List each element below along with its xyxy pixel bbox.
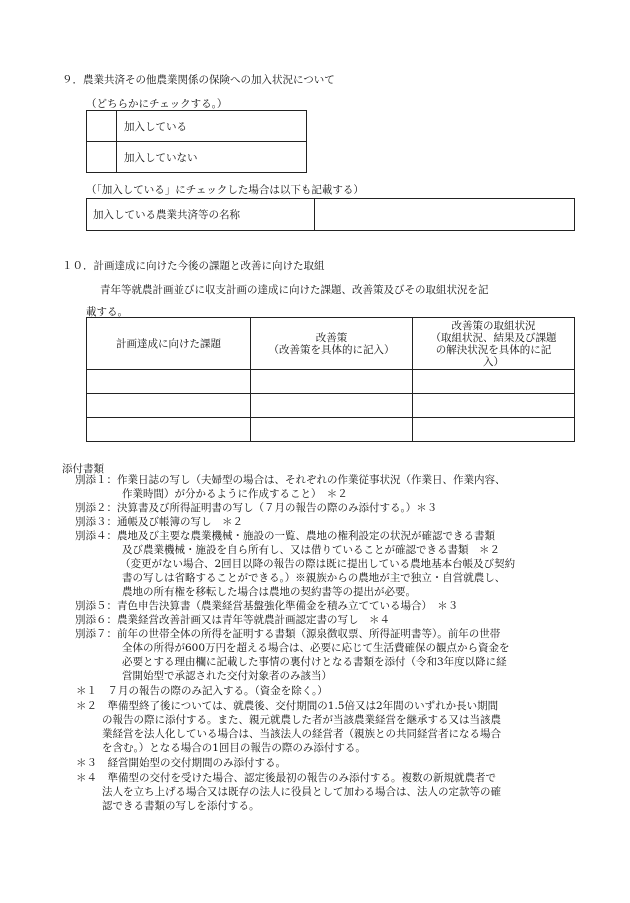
header-issues: 計画達成に向けた課題 — [87, 318, 251, 370]
attachment-line: 全体の所得が600万円を超える場合は、必要に応じて生活費確保の観点から資金を — [122, 642, 510, 654]
checkbox-not-enrolled[interactable] — [87, 142, 117, 173]
attachment-line: 別添２：決算書及び所得証明書の写し（７月の報告の際のみ添付する。）＊３ — [75, 502, 438, 514]
issue-cell[interactable] — [87, 394, 251, 418]
issue-cell[interactable] — [87, 370, 251, 394]
insurance-name-field[interactable] — [315, 199, 575, 231]
insurance-check-table — [86, 110, 307, 173]
table-row — [87, 370, 575, 394]
improvement-cell[interactable] — [251, 394, 413, 418]
table-row — [87, 394, 575, 418]
section10-intro-line1: 青年等就農計画並びに収支計画の達成に向けた課題、改善策及びその取組状況を記 — [100, 284, 489, 296]
attachment-line: 別添７：前年の世帯全体の所得を証明する書類（源泉徴収票、所得証明書等）。前年の世帯 — [75, 628, 501, 640]
footnote-line: 業経営を法人化している場合は、当該法人の経営者（親族との共同経営者になる場合 — [102, 728, 501, 740]
progress-cell[interactable] — [413, 418, 575, 442]
issues-table — [86, 317, 575, 442]
attachment-line: 別添４：農地及び主要な農業機械・施設の一覧、農地の権利設定の状況が確認できる書類 — [75, 530, 495, 542]
section9-heading: ９．農業共済その他農業関係の保険への加入状況について — [62, 74, 335, 86]
attachment-line: 作業時間）が分かるように作成すること） ＊２ — [122, 488, 348, 500]
followup-note: （「加入している」にチェックした場合は以下も記載する） — [86, 184, 364, 196]
attachment-line: 別添６：農業経営改善計画又は青年等就農計画認定書の写し ＊４ — [75, 614, 390, 626]
issues-table-header — [87, 318, 575, 370]
improvement-cell[interactable] — [251, 418, 413, 442]
attachment-line: 営開始型で承認された交付対象者のみ該当） — [122, 670, 332, 682]
footnote-line: を含む。）となる場合の1回目の報告の際のみ添付する。 — [102, 742, 366, 754]
table-row — [87, 418, 575, 442]
attachment-line: 別添１：作業日誌の写し（夫婦型の場合は、それぞれの作業従事状況（作業日、作業内容、 — [75, 474, 506, 486]
issue-cell[interactable] — [87, 418, 251, 442]
footnote-line: ＊２ 準備型終了後については、就農後、交付期間の1.5倍又は2年間のいずれか長い期間 — [76, 700, 499, 712]
attachment-line: 別添３：通帳及び帳簿の写し ＊２ — [75, 516, 243, 528]
check-instruction: （どちらかにチェックする。） — [86, 98, 228, 110]
attachment-line: （変更がない場合、2回目以降の報告の際は既に提出している農地基本台帳及び契約 — [120, 558, 516, 570]
attachment-line: 及び農業機械・施設を自ら所有し、又は借りていることが確認できる書類 ＊２ — [122, 544, 500, 556]
insurance-name-label: 加入している農業共済等の名称 — [87, 199, 315, 231]
section10-heading: １０．計画達成に向けた今後の課題と改善に向けた取組 — [62, 260, 325, 272]
header-improvements: 改善策 （改善策を具体的に記入） — [251, 318, 413, 370]
attachment-line: 農地の所有権を移転した場合は農地の契約書等の提出が必要。 — [122, 586, 416, 598]
option-enrolled: 加入している — [117, 111, 307, 142]
footnote-line: ＊３ 経営開始型の交付期間のみ添付する。 — [76, 757, 286, 769]
checkbox-enrolled[interactable] — [87, 111, 117, 142]
section10-intro-line2: 載する。 — [86, 306, 128, 318]
improvement-cell[interactable] — [251, 370, 413, 394]
attachments-title: 添付書類 — [62, 463, 104, 475]
progress-cell[interactable] — [413, 394, 575, 418]
progress-cell[interactable] — [413, 370, 575, 394]
footnote-line: の報告の際に添付する。また、親元就農した者が当該農業経営を継承する又は当該農 — [102, 714, 501, 726]
footnote-line: 法人を立ち上げる場合又は既存の法人に役員として加わる場合は、法人の定款等の確 — [102, 786, 501, 798]
header-progress: 改善策の取組状況 （取組状況、結果及び課題 の解決状況を具体的に記 入） — [413, 318, 575, 370]
footnote-line: ＊４ 準備型の交付を受けた場合、認定後最初の報告のみ添付する。複数の新規就農者で — [76, 772, 496, 784]
insurance-name-table — [86, 198, 575, 231]
footnote-line: ＊１ ７月の報告の際のみ記入する。（資金を除く。） — [76, 685, 328, 697]
attachment-line: 書の写しは省略することができる。）※親族からの農地が主で独立・自営就農し、 — [122, 572, 506, 584]
attachment-line: 必要とする理由欄に記載した事情の裏付けとなる書類を添付（令和3年度以降に経 — [122, 656, 507, 668]
footnote-line: 認できる書類の写しを添付する。 — [102, 800, 260, 812]
attachment-line: 別添５：青色申告決算書（農業経営基盤強化準備金を積み立てている場合） ＊３ — [75, 600, 459, 612]
option-not-enrolled: 加入していない — [117, 142, 307, 173]
